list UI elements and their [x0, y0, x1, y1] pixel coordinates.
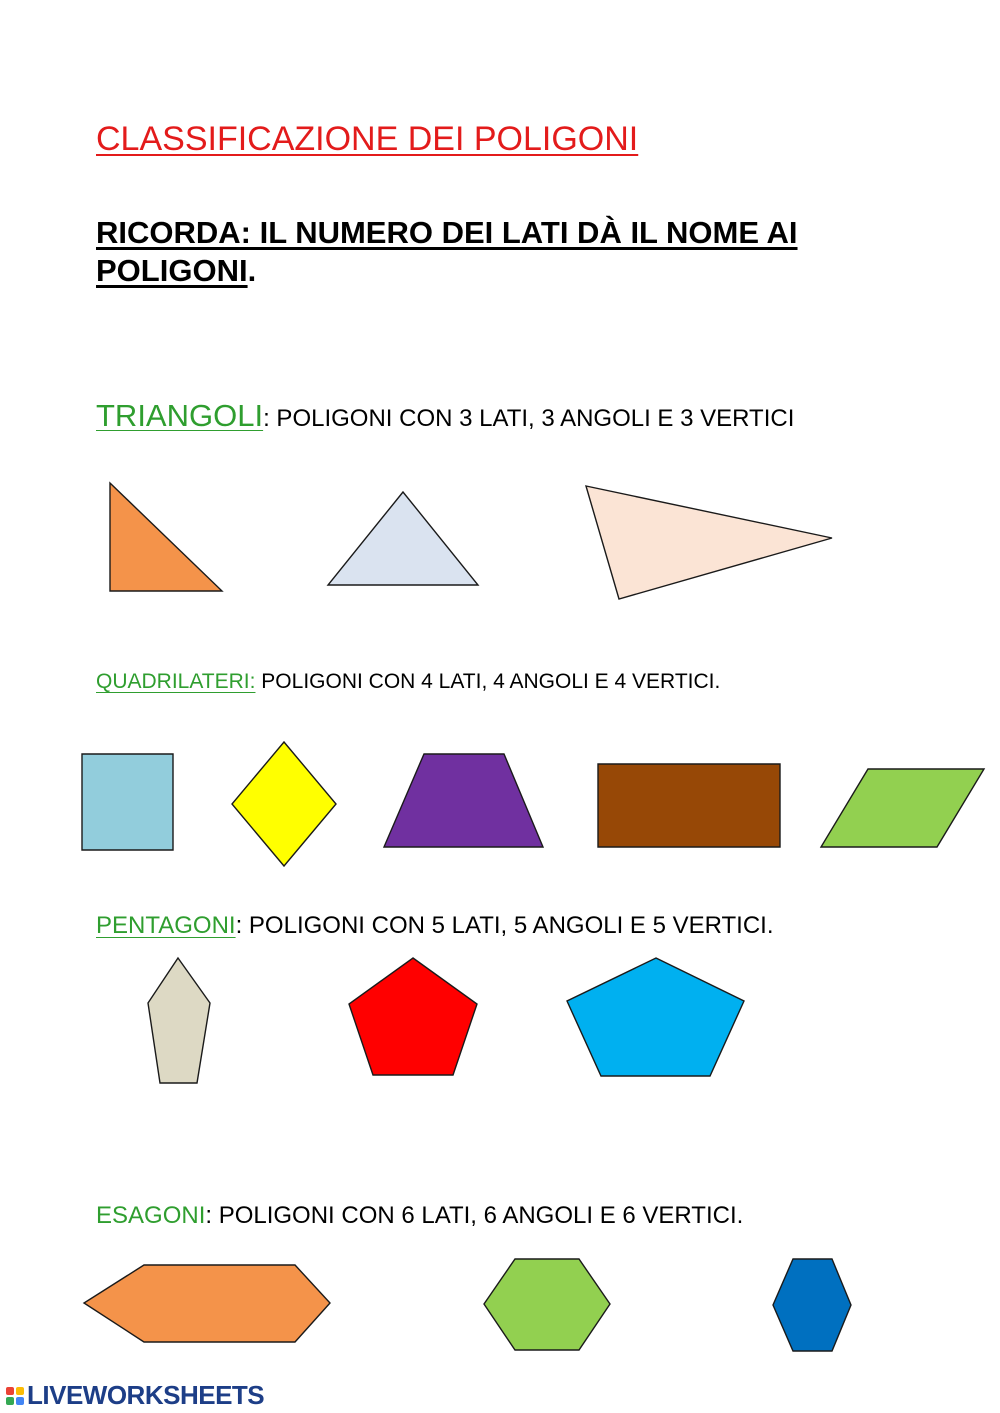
brand-name: LIVEWORKSHEETS	[27, 1380, 265, 1410]
page-title: CLASSIFICAZIONE DEI POLIGONI	[96, 120, 639, 158]
regular-hexagon-green	[484, 1259, 610, 1350]
rhombus	[232, 742, 336, 866]
logo-tile	[16, 1397, 24, 1405]
liveworksheets-logo-icon	[6, 1387, 24, 1405]
irregular-pentagon	[148, 958, 210, 1083]
triangles-heading: TRIANGOLI	[96, 398, 264, 433]
liveworksheets-brand	[6, 1380, 264, 1411]
elongated-hexagon	[84, 1265, 330, 1342]
trapezoid	[384, 754, 543, 847]
obtuse-triangle	[586, 486, 832, 599]
triangles-colon: :	[263, 405, 270, 432]
triangles-description: POLIGONI CON 3 LATI, 3 ANGOLI E 3 VERTICI	[269, 405, 795, 432]
logo-tile	[6, 1397, 14, 1405]
rectangle	[598, 764, 780, 847]
hexagons-description: : POLIGONI CON 6 LATI, 6 ANGOLI E 6 VERTICI.	[205, 1202, 744, 1229]
logo-tile	[6, 1387, 14, 1395]
pentagons-description: : POLIGONI CON 5 LATI, 5 ANGOLI E 5 VERTICI.	[235, 912, 774, 939]
hexagons-heading: ESAGONI	[96, 1202, 206, 1229]
quadrilaterals-heading: QUADRILATERI:	[96, 670, 256, 693]
pentagons-heading: PENTAGONI	[96, 912, 236, 939]
reminder-text: RICORDA: IL NUMERO DEI LATI DÀ IL NOME AI POLIGONI	[96, 215, 798, 288]
parallelogram	[821, 769, 984, 847]
isosceles-triangle	[328, 492, 478, 585]
right-triangle	[110, 483, 222, 591]
narrow-hexagon-blue	[773, 1259, 851, 1351]
regular-pentagon-red	[349, 958, 477, 1075]
logo-tile	[16, 1387, 24, 1395]
quadrilaterals-description: POLIGONI CON 4 LATI, 4 ANGOLI E 4 VERTICI.	[255, 670, 721, 693]
square	[82, 754, 173, 850]
reminder-period: .	[247, 253, 257, 288]
regular-pentagon-blue	[567, 958, 744, 1076]
